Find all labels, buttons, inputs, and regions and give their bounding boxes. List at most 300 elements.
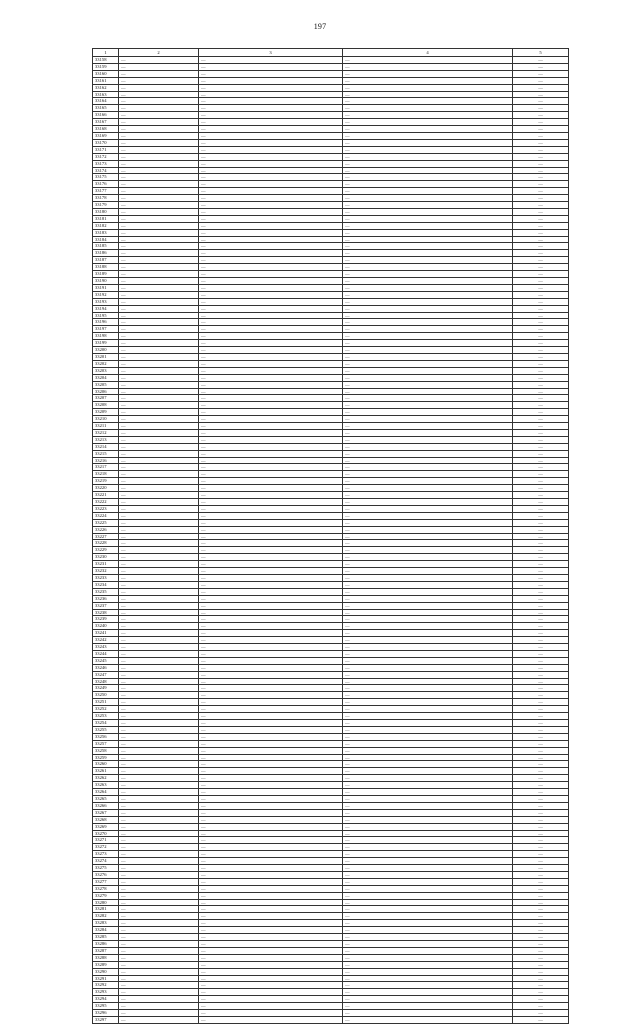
cell-term: — — [513, 837, 569, 844]
cell-term: — — [513, 450, 569, 457]
cell-id: 33161 — [93, 77, 119, 84]
cell-term: — — [513, 968, 569, 975]
cell-address: — — [199, 830, 343, 837]
table-row — [93, 202, 569, 209]
cell-term: — — [513, 381, 569, 388]
cell-term: — — [513, 443, 569, 450]
table-row — [93, 478, 569, 485]
cell-term: — — [513, 236, 569, 243]
cell-term: — — [513, 512, 569, 519]
cell-id: 33163 — [93, 91, 119, 98]
cell-settlement: — — [119, 892, 199, 899]
cell-settlement: — — [119, 726, 199, 733]
cell-work: — — [343, 768, 513, 775]
table-row — [93, 692, 569, 699]
table-row — [93, 291, 569, 298]
cell-address: — — [199, 478, 343, 485]
cell-address: — — [199, 174, 343, 181]
table-row — [93, 713, 569, 720]
cell-settlement: — — [119, 865, 199, 872]
cell-id: 33215 — [93, 450, 119, 457]
cell-id: 33244 — [93, 650, 119, 657]
cell-settlement: — — [119, 802, 199, 809]
cell-settlement: — — [119, 623, 199, 630]
cell-term: — — [513, 996, 569, 1003]
cell-address: — — [199, 920, 343, 927]
cell-work: — — [343, 57, 513, 64]
cell-address: — — [199, 768, 343, 775]
cell-term: — — [513, 989, 569, 996]
table-row — [93, 443, 569, 450]
cell-term: — — [513, 388, 569, 395]
cell-address: — — [199, 733, 343, 740]
cell-id: 33248 — [93, 678, 119, 685]
cell-work: — — [343, 360, 513, 367]
cell-address: — — [199, 761, 343, 768]
cell-term: — — [513, 284, 569, 291]
cell-id: 33199 — [93, 340, 119, 347]
cell-settlement: — — [119, 664, 199, 671]
cell-settlement: — — [119, 208, 199, 215]
cell-work: — — [343, 222, 513, 229]
cell-term: — — [513, 291, 569, 298]
cell-address: — — [199, 775, 343, 782]
table-row — [93, 996, 569, 1003]
cell-id: 33185 — [93, 243, 119, 250]
cell-settlement: — — [119, 512, 199, 519]
cell-address: — — [199, 941, 343, 948]
cell-work: — — [343, 139, 513, 146]
cell-id: 33271 — [93, 837, 119, 844]
table-row — [93, 416, 569, 423]
cell-id: 33174 — [93, 167, 119, 174]
cell-address: — — [199, 264, 343, 271]
table-row — [93, 602, 569, 609]
cell-term: — — [513, 181, 569, 188]
cell-term: — — [513, 188, 569, 195]
cell-work: — — [343, 395, 513, 402]
cell-settlement: — — [119, 340, 199, 347]
cell-address: — — [199, 616, 343, 623]
cell-id: 33175 — [93, 174, 119, 181]
cell-id: 33233 — [93, 574, 119, 581]
cell-settlement: — — [119, 671, 199, 678]
cell-id: 33221 — [93, 492, 119, 499]
cell-address: — — [199, 312, 343, 319]
cell-address: — — [199, 388, 343, 395]
table-row — [93, 871, 569, 878]
cell-term: — — [513, 561, 569, 568]
cell-id: 33201 — [93, 353, 119, 360]
cell-id: 33230 — [93, 554, 119, 561]
cell-term: — — [513, 423, 569, 430]
table-row — [93, 512, 569, 519]
cell-id: 33256 — [93, 733, 119, 740]
cell-work: — — [343, 644, 513, 651]
cell-settlement: — — [119, 153, 199, 160]
cell-settlement: — — [119, 485, 199, 492]
cell-id: 33295 — [93, 1003, 119, 1010]
cell-term: — — [513, 795, 569, 802]
table-row — [93, 968, 569, 975]
cell-id: 33179 — [93, 202, 119, 209]
cell-term: — — [513, 195, 569, 202]
cell-settlement: — — [119, 678, 199, 685]
table-row — [93, 609, 569, 616]
cell-address: — — [199, 588, 343, 595]
cell-work: — — [343, 623, 513, 630]
cell-work: — — [343, 533, 513, 540]
table-row — [93, 70, 569, 77]
cell-work: — — [343, 568, 513, 575]
cell-work: — — [343, 892, 513, 899]
cell-settlement: — — [119, 526, 199, 533]
cell-id: 33293 — [93, 989, 119, 996]
cell-id: 33204 — [93, 374, 119, 381]
cell-address: — — [199, 298, 343, 305]
cell-term: — — [513, 160, 569, 167]
cell-address: — — [199, 208, 343, 215]
cell-settlement: — — [119, 871, 199, 878]
table-row — [93, 98, 569, 105]
cell-settlement: — — [119, 830, 199, 837]
cell-settlement: — — [119, 996, 199, 1003]
cell-address: — — [199, 568, 343, 575]
cell-term: — — [513, 319, 569, 326]
cell-id: 33170 — [93, 139, 119, 146]
table-row — [93, 457, 569, 464]
table-row — [93, 595, 569, 602]
cell-work: — — [343, 132, 513, 139]
cell-work: — — [343, 291, 513, 298]
table-row — [93, 637, 569, 644]
cell-term: — — [513, 685, 569, 692]
cell-address: — — [199, 222, 343, 229]
cell-settlement: — — [119, 637, 199, 644]
table-row — [93, 77, 569, 84]
cell-settlement: — — [119, 499, 199, 506]
cell-address: — — [199, 119, 343, 126]
cell-address: — — [199, 1003, 343, 1010]
cell-settlement: — — [119, 236, 199, 243]
cell-settlement: — — [119, 91, 199, 98]
table-row — [93, 782, 569, 789]
cell-settlement: — — [119, 353, 199, 360]
cell-id: 33189 — [93, 271, 119, 278]
cell-id: 33166 — [93, 112, 119, 119]
cell-settlement: — — [119, 367, 199, 374]
cell-work: — — [343, 271, 513, 278]
cell-term: — — [513, 139, 569, 146]
cell-settlement: — — [119, 443, 199, 450]
table-header — [93, 49, 569, 57]
cell-term: — — [513, 471, 569, 478]
cell-settlement: — — [119, 471, 199, 478]
table-row — [93, 747, 569, 754]
cell-address: — — [199, 250, 343, 257]
cell-term: — — [513, 540, 569, 547]
cell-id: 33182 — [93, 222, 119, 229]
cell-term: — — [513, 202, 569, 209]
table-row — [93, 644, 569, 651]
table-row — [93, 367, 569, 374]
cell-work: — — [343, 595, 513, 602]
cell-term: — — [513, 112, 569, 119]
cell-address: — — [199, 802, 343, 809]
cell-work: — — [343, 174, 513, 181]
cell-work: — — [343, 954, 513, 961]
cell-address: — — [199, 257, 343, 264]
cell-term: — — [513, 271, 569, 278]
table-row — [93, 119, 569, 126]
table-row — [93, 229, 569, 236]
cell-work: — — [343, 367, 513, 374]
cell-term: — — [513, 119, 569, 126]
cell-settlement: — — [119, 747, 199, 754]
cell-settlement: — — [119, 685, 199, 692]
cell-settlement: — — [119, 581, 199, 588]
table-row — [93, 581, 569, 588]
cell-address: — — [199, 720, 343, 727]
table-row — [93, 789, 569, 796]
cell-settlement: — — [119, 278, 199, 285]
cell-settlement: — — [119, 402, 199, 409]
cell-address: — — [199, 195, 343, 202]
table-row — [93, 264, 569, 271]
cell-id: 33168 — [93, 126, 119, 133]
table-row — [93, 823, 569, 830]
cell-id: 33243 — [93, 644, 119, 651]
cell-term: — — [513, 941, 569, 948]
cell-term: — — [513, 678, 569, 685]
cell-id: 33173 — [93, 160, 119, 167]
cell-settlement: — — [119, 326, 199, 333]
cell-settlement: — — [119, 264, 199, 271]
cell-term: — — [513, 63, 569, 70]
cell-id: 33219 — [93, 478, 119, 485]
table-row — [93, 664, 569, 671]
cell-address: — — [199, 112, 343, 119]
cell-id: 33181 — [93, 215, 119, 222]
cell-settlement: — — [119, 713, 199, 720]
cell-settlement: — — [119, 119, 199, 126]
cell-work: — — [343, 637, 513, 644]
cell-work: — — [343, 816, 513, 823]
cell-settlement: — — [119, 878, 199, 885]
cell-address: — — [199, 623, 343, 630]
cell-settlement: — — [119, 554, 199, 561]
cell-term: — — [513, 644, 569, 651]
cell-id: 33245 — [93, 657, 119, 664]
cell-work: — — [343, 706, 513, 713]
table-row — [93, 505, 569, 512]
cell-work: — — [343, 920, 513, 927]
cell-settlement: — — [119, 436, 199, 443]
cell-settlement: — — [119, 761, 199, 768]
cell-id: 33183 — [93, 229, 119, 236]
cell-address: — — [199, 678, 343, 685]
cell-term: — — [513, 436, 569, 443]
table-row — [93, 927, 569, 934]
cell-address: — — [199, 333, 343, 340]
cell-term: — — [513, 360, 569, 367]
cell-id: 33285 — [93, 934, 119, 941]
cell-settlement: — — [119, 927, 199, 934]
cell-settlement: — — [119, 885, 199, 892]
cell-work: — — [343, 416, 513, 423]
cell-work: — — [343, 63, 513, 70]
cell-term: — — [513, 519, 569, 526]
table-row — [93, 795, 569, 802]
table-row — [93, 91, 569, 98]
cell-term: — — [513, 830, 569, 837]
cell-term: — — [513, 298, 569, 305]
table-row — [93, 947, 569, 954]
header-cell-5: 5 — [513, 49, 569, 57]
cell-settlement: — — [119, 423, 199, 430]
header-cell-3: 3 — [199, 49, 343, 57]
cell-address: — — [199, 464, 343, 471]
table-row — [93, 146, 569, 153]
cell-term: — — [513, 1010, 569, 1017]
cell-address: — — [199, 340, 343, 347]
cell-settlement: — — [119, 795, 199, 802]
cell-work: — — [343, 602, 513, 609]
cell-address: — — [199, 215, 343, 222]
cell-settlement: — — [119, 215, 199, 222]
cell-id: 33224 — [93, 512, 119, 519]
table-row — [93, 278, 569, 285]
cell-work: — — [343, 685, 513, 692]
cell-id: 33280 — [93, 899, 119, 906]
cell-settlement: — — [119, 126, 199, 133]
cell-settlement: — — [119, 547, 199, 554]
cell-id: 33214 — [93, 443, 119, 450]
table-row — [93, 340, 569, 347]
cell-term: — — [513, 657, 569, 664]
cell-work: — — [343, 374, 513, 381]
table-row — [93, 726, 569, 733]
cell-id: 33226 — [93, 526, 119, 533]
cell-address: — — [199, 858, 343, 865]
cell-id: 33254 — [93, 720, 119, 727]
cell-term: — — [513, 374, 569, 381]
cell-settlement: — — [119, 754, 199, 761]
cell-address: — — [199, 927, 343, 934]
registry-table-container — [92, 48, 568, 1024]
cell-id: 33237 — [93, 602, 119, 609]
table-row — [93, 174, 569, 181]
cell-term: — — [513, 878, 569, 885]
cell-address: — — [199, 485, 343, 492]
cell-id: 33188 — [93, 264, 119, 271]
cell-address: — — [199, 526, 343, 533]
table-row — [93, 699, 569, 706]
table-row — [93, 188, 569, 195]
cell-address: — — [199, 167, 343, 174]
cell-term: — — [513, 340, 569, 347]
table-body — [93, 57, 569, 1024]
table-row — [93, 471, 569, 478]
cell-settlement: — — [119, 899, 199, 906]
table-row — [93, 347, 569, 354]
header-cell-4: 4 — [343, 49, 513, 57]
cell-settlement: — — [119, 595, 199, 602]
cell-work: — — [343, 326, 513, 333]
table-row — [93, 492, 569, 499]
cell-work: — — [343, 657, 513, 664]
cell-work: — — [343, 70, 513, 77]
cell-work: — — [343, 188, 513, 195]
cell-id: 33260 — [93, 761, 119, 768]
table-row — [93, 954, 569, 961]
cell-work: — — [343, 353, 513, 360]
cell-settlement: — — [119, 837, 199, 844]
table-row — [93, 250, 569, 257]
cell-id: 33197 — [93, 326, 119, 333]
cell-term: — — [513, 353, 569, 360]
cell-id: 33264 — [93, 789, 119, 796]
table-row — [93, 326, 569, 333]
table-row — [93, 761, 569, 768]
cell-id: 33272 — [93, 844, 119, 851]
cell-work: — — [343, 381, 513, 388]
cell-address: — — [199, 409, 343, 416]
cell-work: — — [343, 664, 513, 671]
cell-id: 33263 — [93, 782, 119, 789]
cell-settlement: — — [119, 70, 199, 77]
cell-term: — — [513, 416, 569, 423]
table-row — [93, 132, 569, 139]
cell-address: — — [199, 492, 343, 499]
cell-id: 33290 — [93, 968, 119, 975]
cell-address: — — [199, 132, 343, 139]
cell-work: — — [343, 906, 513, 913]
cell-work: — — [343, 388, 513, 395]
cell-settlement: — — [119, 188, 199, 195]
cell-settlement: — — [119, 947, 199, 954]
cell-term: — — [513, 623, 569, 630]
cell-id: 33203 — [93, 367, 119, 374]
cell-settlement: — — [119, 816, 199, 823]
table-row — [93, 623, 569, 630]
cell-address: — — [199, 236, 343, 243]
cell-work: — — [343, 298, 513, 305]
cell-address: — — [199, 671, 343, 678]
cell-term: — — [513, 243, 569, 250]
cell-id: 33217 — [93, 464, 119, 471]
cell-work: — — [343, 789, 513, 796]
cell-work: — — [343, 554, 513, 561]
cell-id: 33291 — [93, 975, 119, 982]
cell-settlement: — — [119, 699, 199, 706]
cell-term: — — [513, 568, 569, 575]
cell-address: — — [199, 865, 343, 872]
cell-term: — — [513, 740, 569, 747]
cell-address: — — [199, 664, 343, 671]
cell-address: — — [199, 581, 343, 588]
cell-work: — — [343, 492, 513, 499]
cell-id: 33160 — [93, 70, 119, 77]
cell-work: — — [343, 208, 513, 215]
table-row — [93, 941, 569, 948]
table-row — [93, 913, 569, 920]
table-row — [93, 360, 569, 367]
cell-id: 33192 — [93, 291, 119, 298]
registry-table — [92, 48, 569, 1024]
cell-work: — — [343, 284, 513, 291]
cell-work: — — [343, 305, 513, 312]
